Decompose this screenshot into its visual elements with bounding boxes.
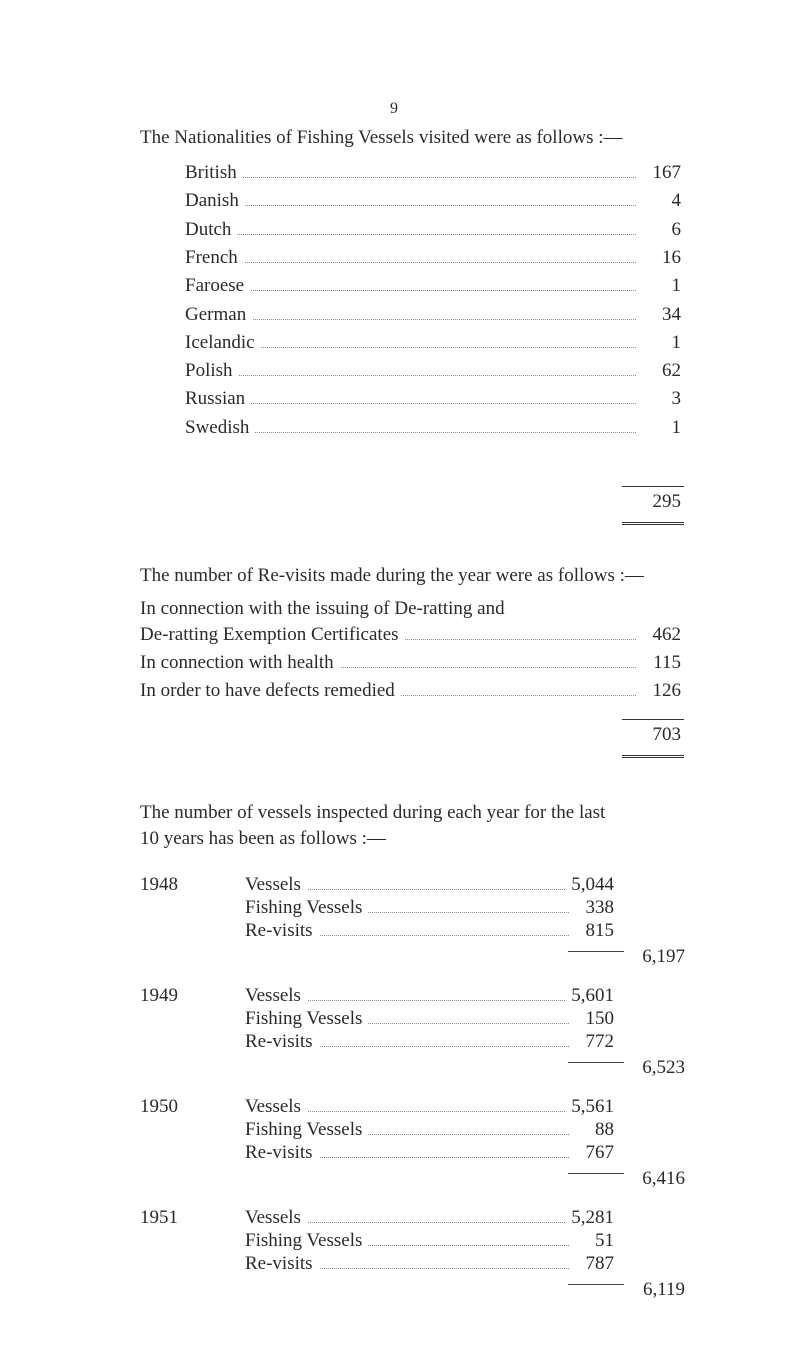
- page-number: 9: [390, 100, 398, 117]
- nationality-row: [185, 330, 685, 356]
- nationality-row-label: Swedish: [185, 415, 255, 441]
- nationality-row: [185, 358, 685, 384]
- year-subtotal: 6,523: [642, 1057, 685, 1078]
- revisits-total-rule: [622, 719, 684, 720]
- nationality-row-label: Dutch: [185, 217, 237, 243]
- nationality-row-leader-dots: [195, 290, 636, 291]
- nationality-row-leader-dots: [195, 262, 636, 263]
- nationality-row-value: 34: [656, 302, 681, 328]
- year-item-row-value: 772: [580, 1029, 615, 1055]
- year-item-row-value: 5,561: [565, 1094, 614, 1120]
- revisit-row-value: 115: [647, 650, 681, 676]
- year-item-row-label: Vessels: [245, 1205, 307, 1231]
- year-item-row-label: Re-visits: [245, 1140, 319, 1166]
- nationality-row-value: 4: [666, 188, 682, 214]
- nationality-row: [185, 302, 685, 328]
- nationality-row-value: 1: [666, 330, 682, 356]
- year-item-row: [245, 918, 620, 944]
- nationalities-total: 295: [600, 489, 685, 515]
- year-label: 1948: [140, 874, 178, 895]
- year-item-row-label: Fishing Vessels: [245, 1228, 368, 1254]
- nationality-row: [185, 188, 685, 214]
- nationality-row: [185, 245, 685, 271]
- nationality-row: [185, 273, 685, 299]
- year-item-row-label: Re-visits: [245, 1029, 319, 1055]
- nationality-row-leader-dots: [195, 234, 636, 235]
- year-item-row-value: 815: [580, 918, 615, 944]
- year-item-row-label: Re-visits: [245, 1251, 319, 1277]
- year-item-row: [245, 1251, 620, 1277]
- nationality-row-leader-dots: [195, 347, 636, 348]
- nationality-row-label: Danish: [185, 188, 245, 214]
- nationality-row-value: 1: [666, 415, 682, 441]
- nationality-row: [185, 415, 685, 441]
- revisit-row-label: De-ratting Exemption Certificates: [140, 622, 405, 648]
- nationality-row: [185, 160, 685, 186]
- revisit-row-label: In connection with health: [140, 650, 340, 676]
- year-subtotal: 6,197: [642, 946, 685, 967]
- revisit-row: [140, 678, 685, 704]
- yearly-intro-line2: 10 years has been as follows :—: [140, 828, 386, 849]
- nationality-row-leader-dots: [195, 403, 636, 404]
- nationality-row-value: 167: [647, 160, 682, 186]
- year-item-row-value: 5,281: [565, 1205, 614, 1231]
- year-label: 1951: [140, 1207, 178, 1228]
- nationality-row-label: Russian: [185, 386, 251, 412]
- nationality-row-label: Faroese: [185, 273, 250, 299]
- nationality-row-label: British: [185, 160, 243, 186]
- year-item-row-value: 767: [580, 1140, 615, 1166]
- nationality-row: [185, 217, 685, 243]
- nationality-row-leader-dots: [195, 432, 636, 433]
- yearly-intro-line1: The number of vessels inspected during each year for the last: [140, 802, 606, 823]
- year-subtotal: 6,119: [642, 1279, 685, 1300]
- revisits-total: 703: [600, 722, 685, 748]
- revisit-row: [140, 622, 685, 648]
- year-item-row-label: Fishing Vessels: [245, 1117, 368, 1143]
- nationalities-intro: The Nationalities of Fishing Vessels visited were as follows :—: [140, 127, 623, 148]
- year-item-row-value: 150: [580, 1006, 615, 1032]
- revisits-row1-line1: In connection with the issuing of De-ratting and: [140, 598, 505, 619]
- year-item-row-label: Fishing Vessels: [245, 895, 368, 921]
- year-item-row-value: 5,044: [565, 872, 614, 898]
- revisit-row: [140, 650, 685, 676]
- year-item-row-value: 51: [589, 1228, 614, 1254]
- nationality-row-leader-dots: [195, 375, 636, 376]
- year-item-row-value: 5,601: [565, 983, 614, 1009]
- nationality-row-value: 16: [656, 245, 681, 271]
- year-item-row: [245, 1029, 620, 1055]
- year-item-row-label: Fishing Vessels: [245, 1006, 368, 1032]
- year-label: 1949: [140, 985, 178, 1006]
- nationality-row-label: French: [185, 245, 244, 271]
- nationalities-total-rule: [622, 486, 684, 487]
- revisits-total-double-rule: [622, 755, 684, 758]
- nationality-row-value: 3: [666, 386, 682, 412]
- nationality-row-leader-dots: [195, 177, 636, 178]
- revisit-row-label: In order to have defects remedied: [140, 678, 401, 704]
- nationality-row-label: Icelandic: [185, 330, 261, 356]
- year-item-row-label: Vessels: [245, 983, 307, 1009]
- year-label: 1950: [140, 1096, 178, 1117]
- nationality-row-value: 62: [656, 358, 681, 384]
- nationalities-total-double-rule: [622, 522, 684, 525]
- year-item-row-label: Re-visits: [245, 918, 319, 944]
- nationality-row-leader-dots: [195, 205, 636, 206]
- revisit-row-value: 126: [647, 678, 682, 704]
- nationality-row-label: Polish: [185, 358, 239, 384]
- year-item-row: [245, 1140, 620, 1166]
- revisit-row-value: 462: [647, 622, 682, 648]
- year-item-row-value: 338: [580, 895, 615, 921]
- year-item-row-label: Vessels: [245, 872, 307, 898]
- year-item-row-label: Vessels: [245, 1094, 307, 1120]
- nationality-row-value: 6: [666, 217, 682, 243]
- revisits-intro: The number of Re-visits made during the year were as follows :—: [140, 565, 644, 586]
- year-item-row-value: 787: [580, 1251, 615, 1277]
- year-subtotal: 6,416: [642, 1168, 685, 1189]
- nationality-row-leader-dots: [195, 319, 636, 320]
- nationality-row-label: German: [185, 302, 252, 328]
- nationality-row-value: 1: [666, 273, 682, 299]
- nationality-row: [185, 386, 685, 412]
- year-item-row-value: 88: [589, 1117, 614, 1143]
